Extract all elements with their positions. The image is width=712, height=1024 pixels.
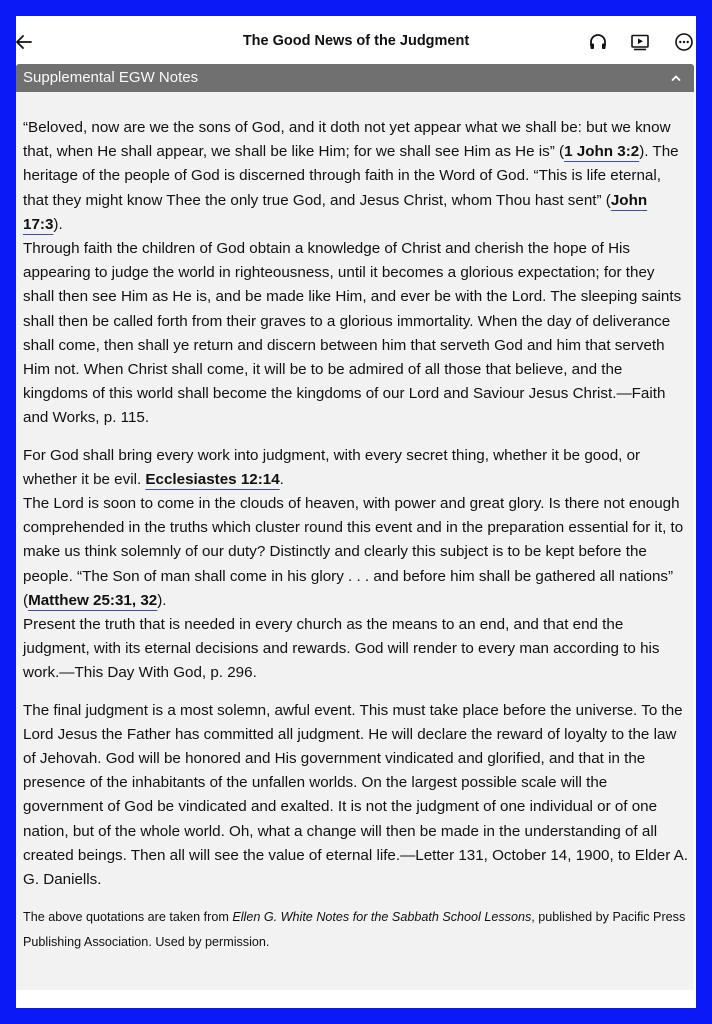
text-run: ). [53, 215, 63, 233]
text-block: The final judgment is a most solemn, awful event. This must take place before the universe. To the Lord Jesus the Father has committed all judgment. He will declare the reward of loyalty to the law of Jehovah. God will be honored and His government vindicated and glorified, and that in the presence of the inhabitants of the unfallen worlds. On the largest possible scale will the government of God be vindicated and exalted. It is not the judgment of one individual or of one nation, but of the whole world. Oh, what a change will then be made in the understanding of all created beings. Then all will see the value of eternal life.—Letter 131, October 14, 1900, to Elder A. G. Daniells. [23, 701, 688, 889]
paragraph-2 [23, 444, 688, 686]
app-window [16, 16, 696, 1008]
text-run: . [279, 470, 284, 488]
section-title: Supplemental EGW Notes [23, 69, 199, 86]
paragraph-3 [23, 699, 688, 893]
text-run: ). [157, 591, 167, 609]
back-arrow-icon [16, 32, 34, 52]
text-run: “Beloved, now are we the sons of God, and it doth not yet appear what we shall be: but we know that, when He shall appear, we shall be like Him; for we shall see Him as He is” ( [23, 119, 671, 161]
text-block: Present the truth that is needed in every church as the means to an end, and that end the judgment, with its eternal decisions and rewards. God will render to every man according to his work.—This Day With God, p. 296. [23, 616, 660, 682]
scripture-link-john-17-3[interactable]: John 17:3 [23, 191, 648, 233]
section-header[interactable] [16, 64, 694, 92]
text-run: The Lord is soon to come in the clouds of heaven, with power and great glory. Is there not enough comprehended in the truths which cluster round this event and in the preparation essential for it, to make us think solemnly of our duty? Distinctly and clearly this subject is to be kept before the people. “The Son of man shall come in his glory . . . and before him shall be gathered all nations” ( [23, 495, 684, 609]
paragraph-1 [23, 116, 688, 431]
scripture-link-matthew-25-31[interactable]: Matthew 25:31, 32 [28, 591, 158, 609]
book-title: Ellen G. White Notes for the Sabbath School Lessons [232, 910, 532, 925]
bottom-strip [16, 990, 696, 1008]
text-block [23, 444, 688, 492]
headphones-icon [588, 32, 608, 52]
chevron-up-icon [670, 72, 682, 84]
text-block [23, 116, 688, 237]
notes-content [16, 92, 694, 990]
text-run: The above quotations are taken from [23, 910, 233, 925]
scripture-link-1-john-3-2[interactable]: 1 John 3:2 [564, 143, 640, 161]
back-button[interactable] [16, 30, 36, 54]
page-title: The Good News of the Judgment [242, 33, 470, 49]
scripture-link-ecclesiastes-12-14[interactable]: Ecclesiastes 12:14 [145, 470, 280, 488]
play-video-icon [630, 32, 650, 52]
text-run: For God shall bring every work into judgment, with every secret thing, whether it be good, or whether it be evil. [23, 446, 641, 488]
more-options-button[interactable] [672, 30, 696, 54]
text-block [23, 492, 688, 613]
text-run: ). The heritage of the people of God is discerned through faith in the Word of God. “This is life eternal, that they might know Thee the only true God, and Jesus Christ, whom Thou hast sent” ( [23, 143, 679, 209]
collapse-button[interactable] [666, 68, 686, 88]
text-run: , published by Pacific Press Publishing Association. Used by permission. [23, 910, 686, 950]
video-button[interactable] [628, 30, 652, 54]
text-block: Through faith the children of God obtain a knowledge of Christ and cherish the hope of His appearing to judge the world in righteousness, until it becomes a glorious expectation; for they shall then see Him as He is, and be made like Him, and ever be with the Lord. The sleeping saints shall then be called forth from their graves to a glorious immortality. When the day of deliverance shall come, then shall ye return and discern between him that serveth God and him that serveth Him not. When Christ shall come, it will be to be admired of all those that believe, and the kingdoms of this world shall become the kingdoms of our Lord and Saviour Jesus Christ.—Faith and Works, p. 115. [23, 240, 682, 427]
audio-button[interactable] [586, 30, 610, 54]
more-options-icon [674, 32, 694, 52]
top-bar [16, 16, 696, 64]
source-note [23, 905, 688, 955]
